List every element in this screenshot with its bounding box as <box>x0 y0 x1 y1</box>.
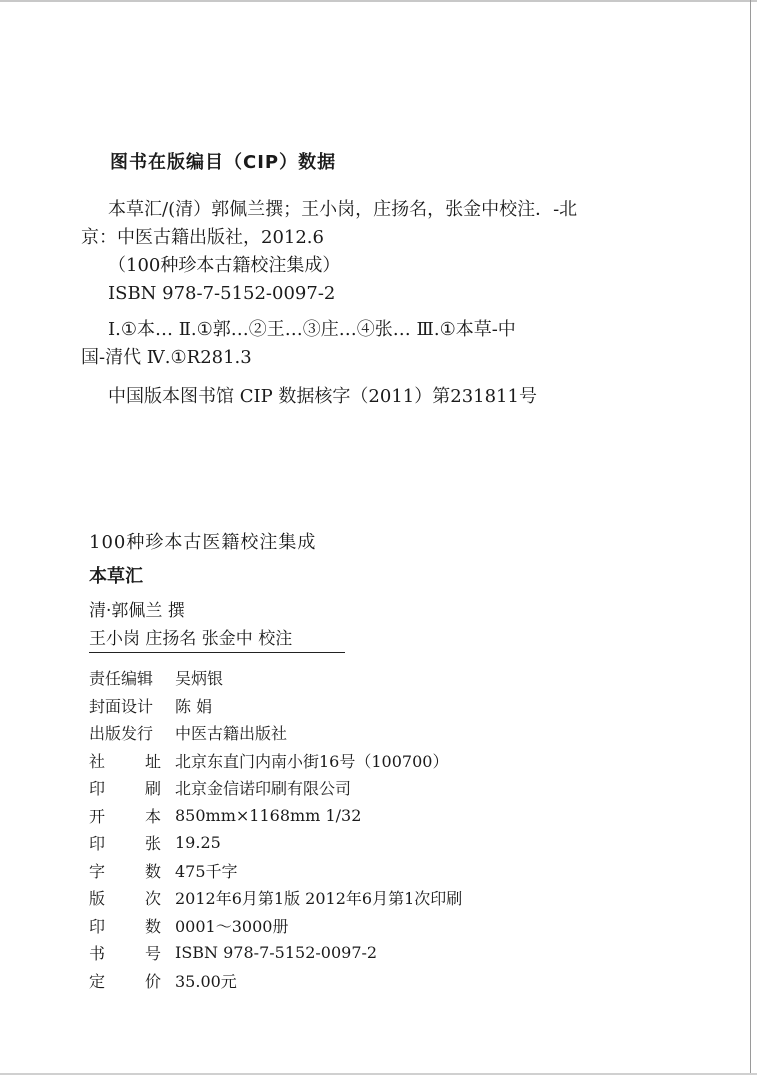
info-row-address <box>89 747 462 775</box>
page-edge-right <box>750 0 751 1075</box>
info-value: 19.25 <box>175 833 221 853</box>
info-value: 北京金信诺印刷有限公司 <box>175 779 352 799</box>
cip-line-6: 国-清代 Ⅳ.①R281.3 <box>81 347 252 368</box>
cip-line-5: Ⅰ.①本… Ⅱ.①郭…②王…③庄…④张… Ⅲ.①本草-中 <box>108 319 516 340</box>
info-label: 出版发行 <box>89 724 154 744</box>
cip-line-7: 中国版本图书馆 CIP 数据核字（2011）第231811号 <box>108 386 537 407</box>
info-value: 850mm×1168mm 1/32 <box>175 805 362 825</box>
info-value: 2012年6月第1版 2012年6月第1次印刷 <box>175 889 463 909</box>
info-value: 中医古籍出版社 <box>175 724 288 744</box>
info-row-isbn <box>89 939 462 967</box>
info-value: 陈 娟 <box>175 696 213 716</box>
cip-line-2: 京：中医古籍出版社，2012.6 <box>81 227 324 248</box>
info-value: 0001～3000册 <box>175 916 289 936</box>
info-row-price <box>89 967 462 995</box>
author-line: 清·郭佩兰 撰 <box>89 601 185 621</box>
page-edge-top <box>0 0 757 2</box>
cip-line-1: 本草汇/(清）郭佩兰撰；王小岗，庄扬名，张金中校注．-北 <box>108 199 578 220</box>
info-label: 字 数 <box>89 861 161 881</box>
info-label: 定 价 <box>89 971 161 991</box>
book-title: 本草汇 <box>89 566 143 587</box>
cip-record <box>81 196 681 308</box>
info-label: 版 次 <box>89 889 161 909</box>
info-row-print-run <box>89 912 462 940</box>
cip-heading: 图书在版编目（CIP）数据 <box>110 152 337 173</box>
info-value: 475千字 <box>175 861 238 881</box>
info-row-publisher <box>89 719 462 747</box>
info-row-word-count <box>89 857 462 885</box>
info-row-cover-design <box>89 692 462 720</box>
cip-line-3: （100种珍本古籍校注集成） <box>108 255 341 276</box>
info-label: 责任编辑 <box>89 669 154 689</box>
cip-approval <box>81 383 681 411</box>
info-label: 书 号 <box>89 944 161 964</box>
publication-info-table <box>89 664 462 994</box>
info-value: ISBN 978-7-5152-0097-2 <box>175 943 378 963</box>
info-label: 印 数 <box>89 916 161 936</box>
info-value: 35.00元 <box>175 971 237 991</box>
editor-line: 王小岗 庄扬名 张金中 校注 <box>89 629 293 649</box>
info-label: 封面设计 <box>89 696 154 716</box>
info-row-edition <box>89 884 462 912</box>
info-row-format <box>89 802 462 830</box>
divider-rule <box>89 652 345 653</box>
cip-classification <box>81 316 681 372</box>
series-title: 100种珍本古医籍校注集成 <box>89 532 317 553</box>
info-row-editor <box>89 664 462 692</box>
info-row-printer <box>89 774 462 802</box>
info-label: 印 刷 <box>89 779 161 799</box>
info-value: 吴炳银 <box>175 669 224 689</box>
info-value: 北京东直门内南小街16号（100700） <box>175 751 449 771</box>
cip-line-4: ISBN 978-7-5152-0097-2 <box>108 283 336 304</box>
info-label: 印 张 <box>89 834 161 854</box>
info-label: 开 本 <box>89 806 161 826</box>
info-label: 社 址 <box>89 751 161 771</box>
info-row-sheets <box>89 829 462 857</box>
